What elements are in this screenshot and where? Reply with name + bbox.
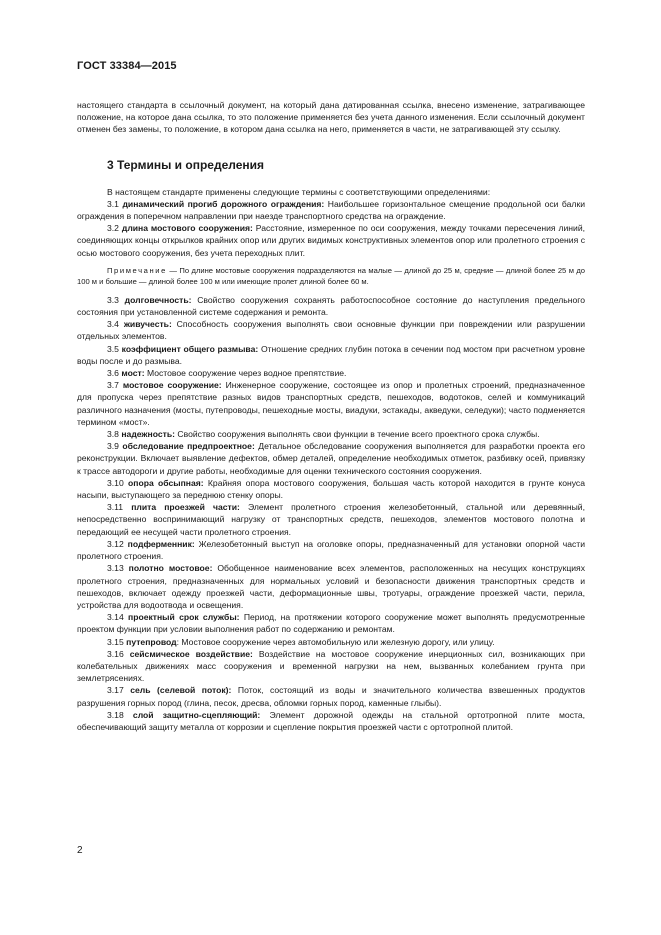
term-name: динамический прогиб дорожного ограждения: [122,198,325,209]
term-number: 3.3 [107,294,119,305]
term-entry [77,611,585,635]
term-entry [77,379,585,428]
term-number: 3.4 [107,319,119,330]
term-definition: Обобщенное наименование всех элементов, расположенных на несущих конструкциях пролетного строения, предназначенных для нормальных условий и безопасности движения транспортных средств и пешеходов, включает одежду проезжей части, деформационные швы, тротуары, ограждение проезжей части, перила, устройства для водоотвода и освещения. [77,563,586,610]
term-definition: Период, на протяжении которого сооружение может выполнять предусмотренные проектом функции при условии выполнения работ по содержанию и ремонтам. [77,612,586,635]
term-number: 3.13 [107,563,124,574]
term-name: путепровод [126,636,177,647]
term-number: 3.14 [107,612,124,623]
term-definition: Наибольшее горизонтальное смещение продольной оси балки ограждения в поперечном направлении при наезде транспортного средства на ограждение. [77,198,586,222]
term-entry [77,222,585,259]
term-name: длина мостового сооружения: [121,223,253,234]
term-definition: Мостовое сооружение через водное препятствие. [144,368,347,379]
term-definition: : Мостовое сооружение через автомобильную или железную дорогу, или улицу. [176,636,495,647]
term-entry [77,501,585,538]
term-definition: Отношение средних глубин потока в сечении под мостом при расчетном уровне воды после и до размыва. [77,343,586,366]
term-entry [77,684,585,708]
document-code: ГОСТ 33384—2015 [77,60,177,72]
note-text: — По длине мостовые сооружения подразделяются на малые — длиной до 25 м, средние — длиной более 25 м до 100 м и большие — длиной более 100 м или имеющие пролет длиной более 60 м. [77,265,585,286]
term-entry [77,367,585,379]
term-definition: Свойство сооружения выполнять свои функции в течение всего проектного срока службы. [175,429,540,440]
page-number: 2 [77,845,83,856]
term-entry [77,477,585,501]
section-title: 3 Термины и определения [107,157,265,172]
term-definition: Воздействие на мостовое сооружение инерционных сил, возникающих при колебательных движениях масс сооружения и временной нагрузки на нем, вызванных колебанием грунта при землетрясениях. [77,648,586,684]
term-definition: Железобетонный выступ на оголовке опоры, предназначенный для установки опорной части пролетного строения. [77,538,586,562]
term-number: 3.5 [107,343,119,354]
note-label: Примечание [107,265,167,275]
term-name: обследование предпроектное: [122,441,255,452]
term-name: слой защитно-сцепляющий: [132,709,261,720]
term-entry [77,343,585,367]
term-number: 3.7 [107,380,119,391]
term-name: сейсмическое воздействие: [129,648,253,659]
term-name: проектный срок службы: [128,612,240,623]
term-name: мостовое сооружение: [122,380,222,391]
term-name: опора обсыпная: [128,477,204,488]
term-name: подферменник: [127,538,195,549]
term-name: живучесть: [123,319,172,330]
term-number: 3.15 [107,636,124,647]
term-name: плита проезжей части: [131,502,240,513]
term-number: 3.2 [107,223,119,234]
term-definition: Детальное обследование сооружения выполняется для разработки проекта его реконструкции. Включает выявление дефектов, обмер деталей, определение необходимых отметок, разбивку осей, привязку к трассе автодороги и другие работы, необходимые для оценки технического состояния сооружения. [77,441,585,476]
term-name: долговечность: [124,294,192,305]
term-name: полотно мостовое: [128,563,213,574]
term-entry [77,294,585,318]
section-lead: В настоящем стандарте применены следующие термины с соответствующими определениями: [107,186,491,197]
term-name: коэффициент общего размыва: [121,343,259,354]
term-number: 3.11 [107,502,124,513]
term-number: 3.1 [107,198,119,209]
term-number: 3.17 [107,685,124,696]
term-definition: Свойство сооружения сохранять работоспособное состояние до наступления предельного состояния при установленной системе содержания и ремонта. [77,294,586,318]
term-entry [77,709,585,733]
term-entry [77,636,585,648]
term-number: 3.18 [107,709,124,720]
term-name: надежность: [121,429,175,440]
term-definition: Поток, состоящий из воды и значительного количества взвешенных продуктов разрушения горных пород (глина, песок, дресва, обломки горных пород, каменные глыбы). [77,685,586,708]
term-definition: Расстояние, измеренное по оси сооружения, между точками пересечения линий, соединяющих концы открылков крайних опор или других видимых конструктивных элементов опор или пролетного строения с осью мостового сооружения, без учета переходных плит. [77,223,586,258]
term-definition: Инженерное сооружение, состоящее из опор и пролетных строений, предназначенное для пропуска через препятствие разных видов транспортных средств, пешеходов, водотоков, селей и коммуникаций различного назначения (мосты, путепроводы, пешеходные мосты, виадуки, эстакады, акведуки, селедуки); часто подменяется термином «мост». [77,380,586,427]
term-definition: Элемент дорожной одежды на стальной ортотропной плите моста, обеспечивающий защиту металла от коррозии и сцепление покрытия проезжей части с ортотропной плитой. [77,709,585,732]
term-entry [77,440,585,477]
intro-paragraph: настоящего стандарта в ссылочный документ, на который дана датированная ссылка, внесено изменение, затрагивающее положение, на которое дана ссылка, то это положение применяется без учета данного изменения. Если ссылочный документ отменен без замены, то положение, в котором дана ссылка на него, применяется в части, не затрагивающей эту ссылку. [77,100,585,135]
term-definition: Крайняя опора мостового сооружения, большая часть которой находится в грунте конуса насыпи, выступающего за переднюю стенку опоры. [77,477,585,501]
term-number: 3.9 [107,441,119,452]
term-definition: Способность сооружения выполнять свои основные функции при повреждении или разрушении отдельных элементов. [77,319,586,342]
term-entry [77,198,585,222]
term-number: 3.6 [107,368,119,379]
term-entry [77,562,585,611]
term-entry [77,428,585,440]
term-entry [77,648,585,685]
term-number: 3.12 [107,538,124,549]
term-entry [77,318,585,342]
page-content [77,99,585,733]
term-name: мост: [121,368,145,379]
term-definition: Элемент пролетного строения железобетонный, стальной или деревянный, непосредственно воспринимающий нагрузку от транспортных средств, пешеходов, элементов мостового полотна и передающий ее несущей части пролетного строения. [77,502,585,537]
term-entry [77,538,585,562]
term-number: 3.8 [107,429,119,440]
term-number: 3.16 [107,648,124,659]
term-number: 3.10 [107,477,124,488]
term-name: сель (селевой поток): [130,685,232,696]
note [77,265,585,287]
